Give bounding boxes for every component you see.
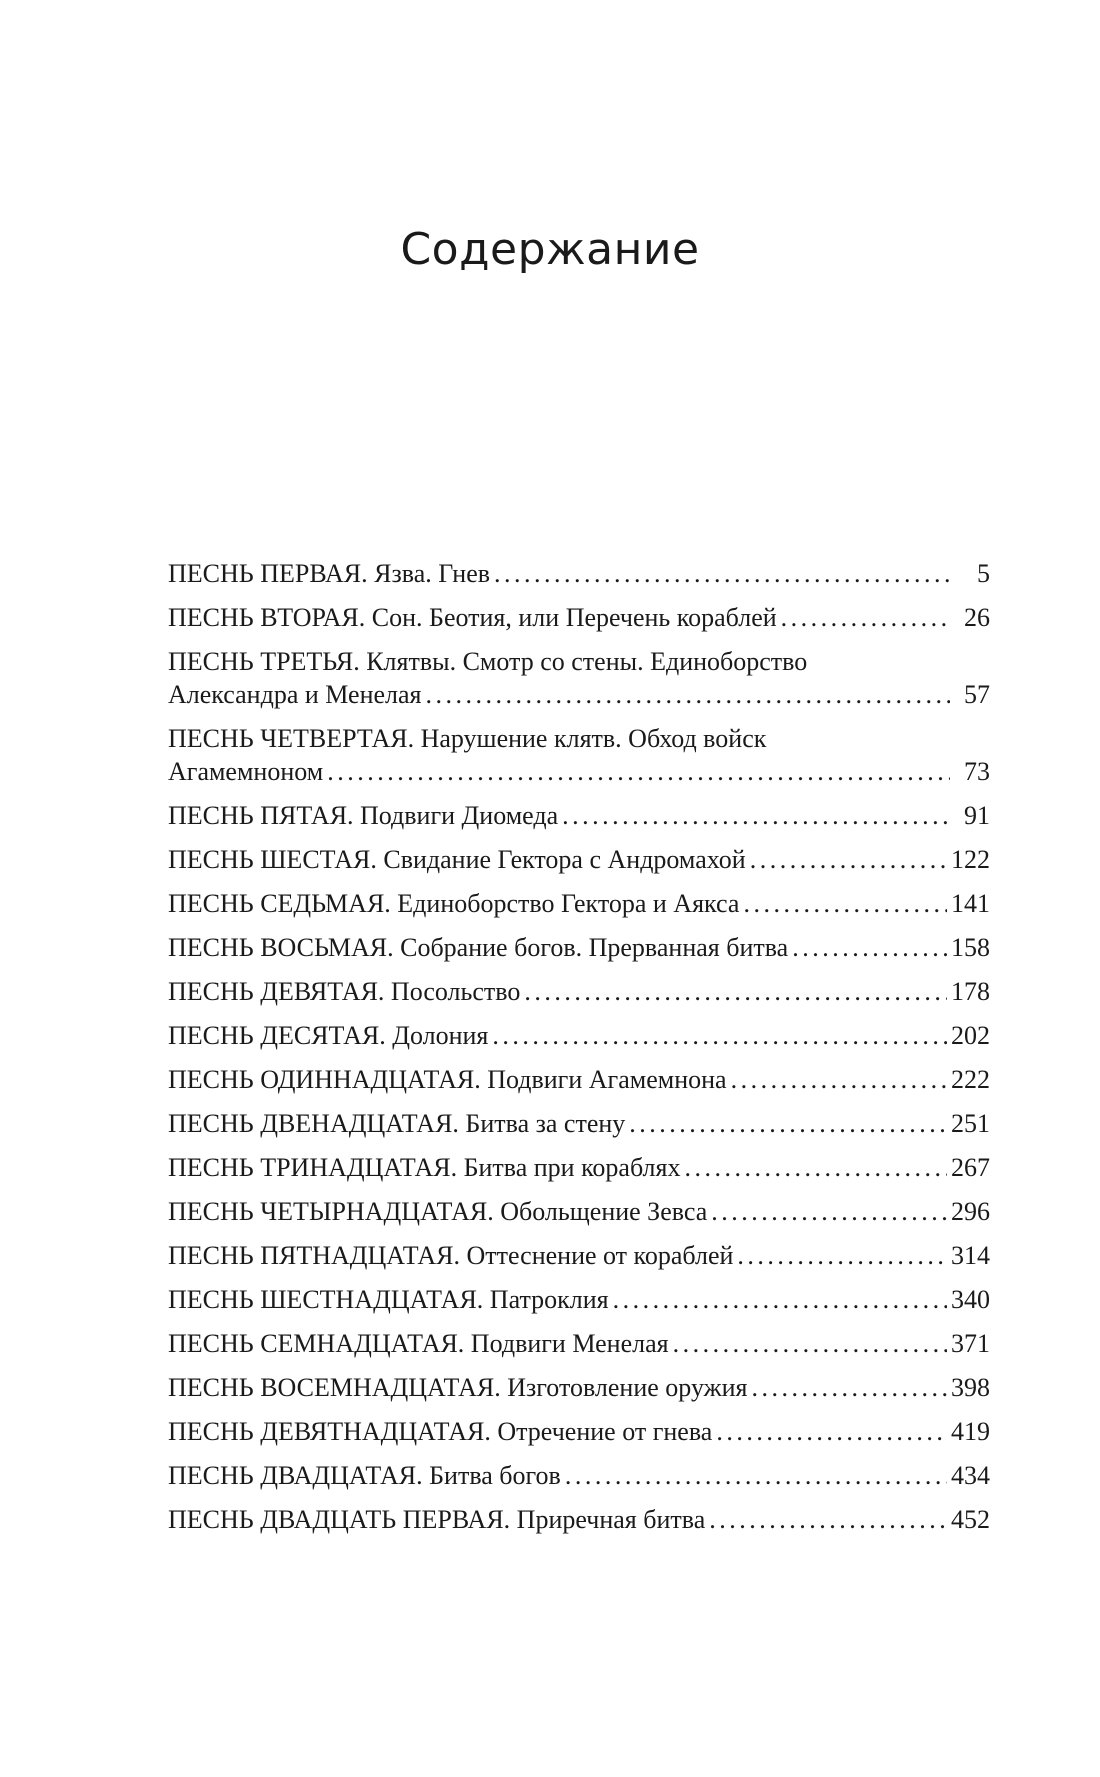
toc-entry[interactable] <box>168 1019 990 1052</box>
toc-entry-title: ПЕСНЬ ЧЕТЫРНАДЦАТАЯ. Обольщение Зевса <box>168 1197 708 1226</box>
toc-entry[interactable] <box>168 799 990 832</box>
toc-entry[interactable] <box>168 1327 990 1360</box>
toc-leader-dots <box>524 975 947 1008</box>
toc-page-number: 296 <box>951 1197 990 1226</box>
toc-entry-title: ПЕСНЬ ПЯТАЯ. Подвиги Диомеда <box>168 801 559 830</box>
toc-leader-dots <box>613 1283 947 1316</box>
toc-entry-title: ПЕСНЬ ВОСЕМНАДЦАТАЯ. Изготовление оружия <box>168 1373 748 1402</box>
toc-entry-title: ПЕСНЬ ДВАДЦАТЬ ПЕРВАЯ. Приречная битва <box>168 1505 706 1534</box>
toc-entry-title: ПЕСНЬ СЕДЬМАЯ. Единоборство Гектора и Аякса <box>168 889 740 918</box>
toc-entry[interactable] <box>168 645 990 711</box>
toc-entry[interactable] <box>168 1239 990 1272</box>
toc-page-number: 314 <box>951 1241 990 1270</box>
toc-entry[interactable] <box>168 1151 990 1184</box>
toc-entry-title: ПЕСНЬ ДЕВЯТНАДЦАТАЯ. Отречение от гнева <box>168 1417 713 1446</box>
toc-leader-dots <box>781 601 950 634</box>
toc-entry[interactable] <box>168 1283 990 1316</box>
toc-page-number: 222 <box>951 1065 990 1094</box>
toc-entry[interactable] <box>168 1107 990 1140</box>
toc-leader-dots <box>709 1503 947 1536</box>
toc-page-number: 371 <box>951 1329 990 1358</box>
toc-leader-dots <box>711 1195 947 1228</box>
toc-page-number: 5 <box>977 559 990 588</box>
toc-leader-dots <box>716 1415 947 1448</box>
toc-page-number: 202 <box>951 1021 990 1050</box>
toc-entry-title: ПЕСНЬ ВТОРАЯ. Сон. Беотия, или Перечень кораблей <box>168 603 777 632</box>
toc-leader-dots <box>684 1151 947 1184</box>
toc-entry-title-line2: Александра и Менелая <box>168 680 422 709</box>
toc-entry-title: ПЕСНЬ ДВЕНАДЦАТАЯ. Битва за стену <box>168 1109 626 1138</box>
toc-entry-title: ПЕСНЬ СЕМНАДЦАТАЯ. Подвиги Менелая <box>168 1329 669 1358</box>
toc-leader-dots <box>426 678 950 711</box>
toc-leader-dots <box>792 931 947 964</box>
toc-leader-dots <box>673 1327 947 1360</box>
toc-page-number: 452 <box>951 1505 990 1534</box>
toc-entry[interactable] <box>168 887 990 920</box>
toc-entry[interactable] <box>168 1195 990 1228</box>
toc-page-number: 434 <box>951 1461 990 1490</box>
toc-entry-title-line1: ПЕСНЬ ЧЕТВЕРТАЯ. Нарушение клятв. Обход войск <box>168 724 767 753</box>
toc-entry-title-line2: Агамемноном <box>168 757 324 786</box>
toc-entry-title: ПЕСНЬ ШЕСТНАДЦАТАЯ. Патроклия <box>168 1285 609 1314</box>
toc-entry[interactable] <box>168 975 990 1008</box>
toc-entry[interactable] <box>168 722 990 788</box>
toc-leader-dots <box>565 1459 947 1492</box>
toc-entry-title: ПЕСНЬ ТРИНАДЦАТАЯ. Битва при кораблях <box>168 1153 681 1182</box>
page-title: Содержание <box>400 224 700 275</box>
toc-entry[interactable] <box>168 557 990 590</box>
toc-leader-dots <box>737 1239 947 1272</box>
toc-entry-title: ПЕСНЬ ДВАДЦАТАЯ. Битва богов <box>168 1461 561 1490</box>
toc-leader-dots <box>492 1019 947 1052</box>
toc-entry-title: ПЕСНЬ ДЕСЯТАЯ. Долония <box>168 1021 489 1050</box>
toc-leader-dots <box>751 1371 947 1404</box>
toc-entry-title: ПЕСНЬ ПЯТНАДЦАТАЯ. Оттеснение от кораблей <box>168 1241 734 1270</box>
toc-page-number: 141 <box>951 889 990 918</box>
toc-entry[interactable] <box>168 601 990 634</box>
toc-leader-dots <box>327 755 950 788</box>
toc-page-number: 178 <box>951 977 990 1006</box>
toc-entry-title: ПЕСНЬ ПЕРВАЯ. Язва. Гнев <box>168 559 491 588</box>
toc-entry-title: ПЕСНЬ ОДИННАДЦАТАЯ. Подвиги Агамемнона <box>168 1065 727 1094</box>
toc-leader-dots <box>731 1063 947 1096</box>
toc-entry-title: ПЕСНЬ ШЕСТАЯ. Свидание Гектора с Андромахой <box>168 845 746 874</box>
toc-entry-title: ПЕСНЬ ДЕВЯТАЯ. Посольство <box>168 977 521 1006</box>
toc-leader-dots <box>629 1107 947 1140</box>
toc-page-number: 158 <box>951 933 990 962</box>
toc-page-number: 91 <box>964 801 990 830</box>
toc-leader-dots <box>750 843 947 876</box>
toc-page-number: 122 <box>951 845 990 874</box>
toc-entry-title: ПЕСНЬ ВОСЬМАЯ. Собрание богов. Прерванная битва <box>168 933 789 962</box>
toc-entry[interactable] <box>168 1459 990 1492</box>
toc-page-number: 251 <box>951 1109 990 1138</box>
toc-page-number: 57 <box>964 680 990 709</box>
toc-page-number: 26 <box>964 603 990 632</box>
toc-page-number: 398 <box>951 1373 990 1402</box>
toc-entry[interactable] <box>168 1503 990 1536</box>
toc-page-number: 419 <box>951 1417 990 1446</box>
toc-page-number: 73 <box>964 757 990 786</box>
toc-entry[interactable] <box>168 1371 990 1404</box>
table-of-contents <box>168 557 990 1547</box>
toc-entry-title-line1: ПЕСНЬ ТРЕТЬЯ. Клятвы. Смотр со стены. Единоборство <box>168 647 808 676</box>
toc-entry[interactable] <box>168 1063 990 1096</box>
toc-entry[interactable] <box>168 843 990 876</box>
toc-entry[interactable] <box>168 931 990 964</box>
toc-page-number: 267 <box>951 1153 990 1182</box>
toc-leader-dots <box>494 557 950 590</box>
toc-entry[interactable] <box>168 1415 990 1448</box>
toc-leader-dots <box>562 799 950 832</box>
toc-leader-dots <box>743 887 947 920</box>
toc-page-number: 340 <box>951 1285 990 1314</box>
